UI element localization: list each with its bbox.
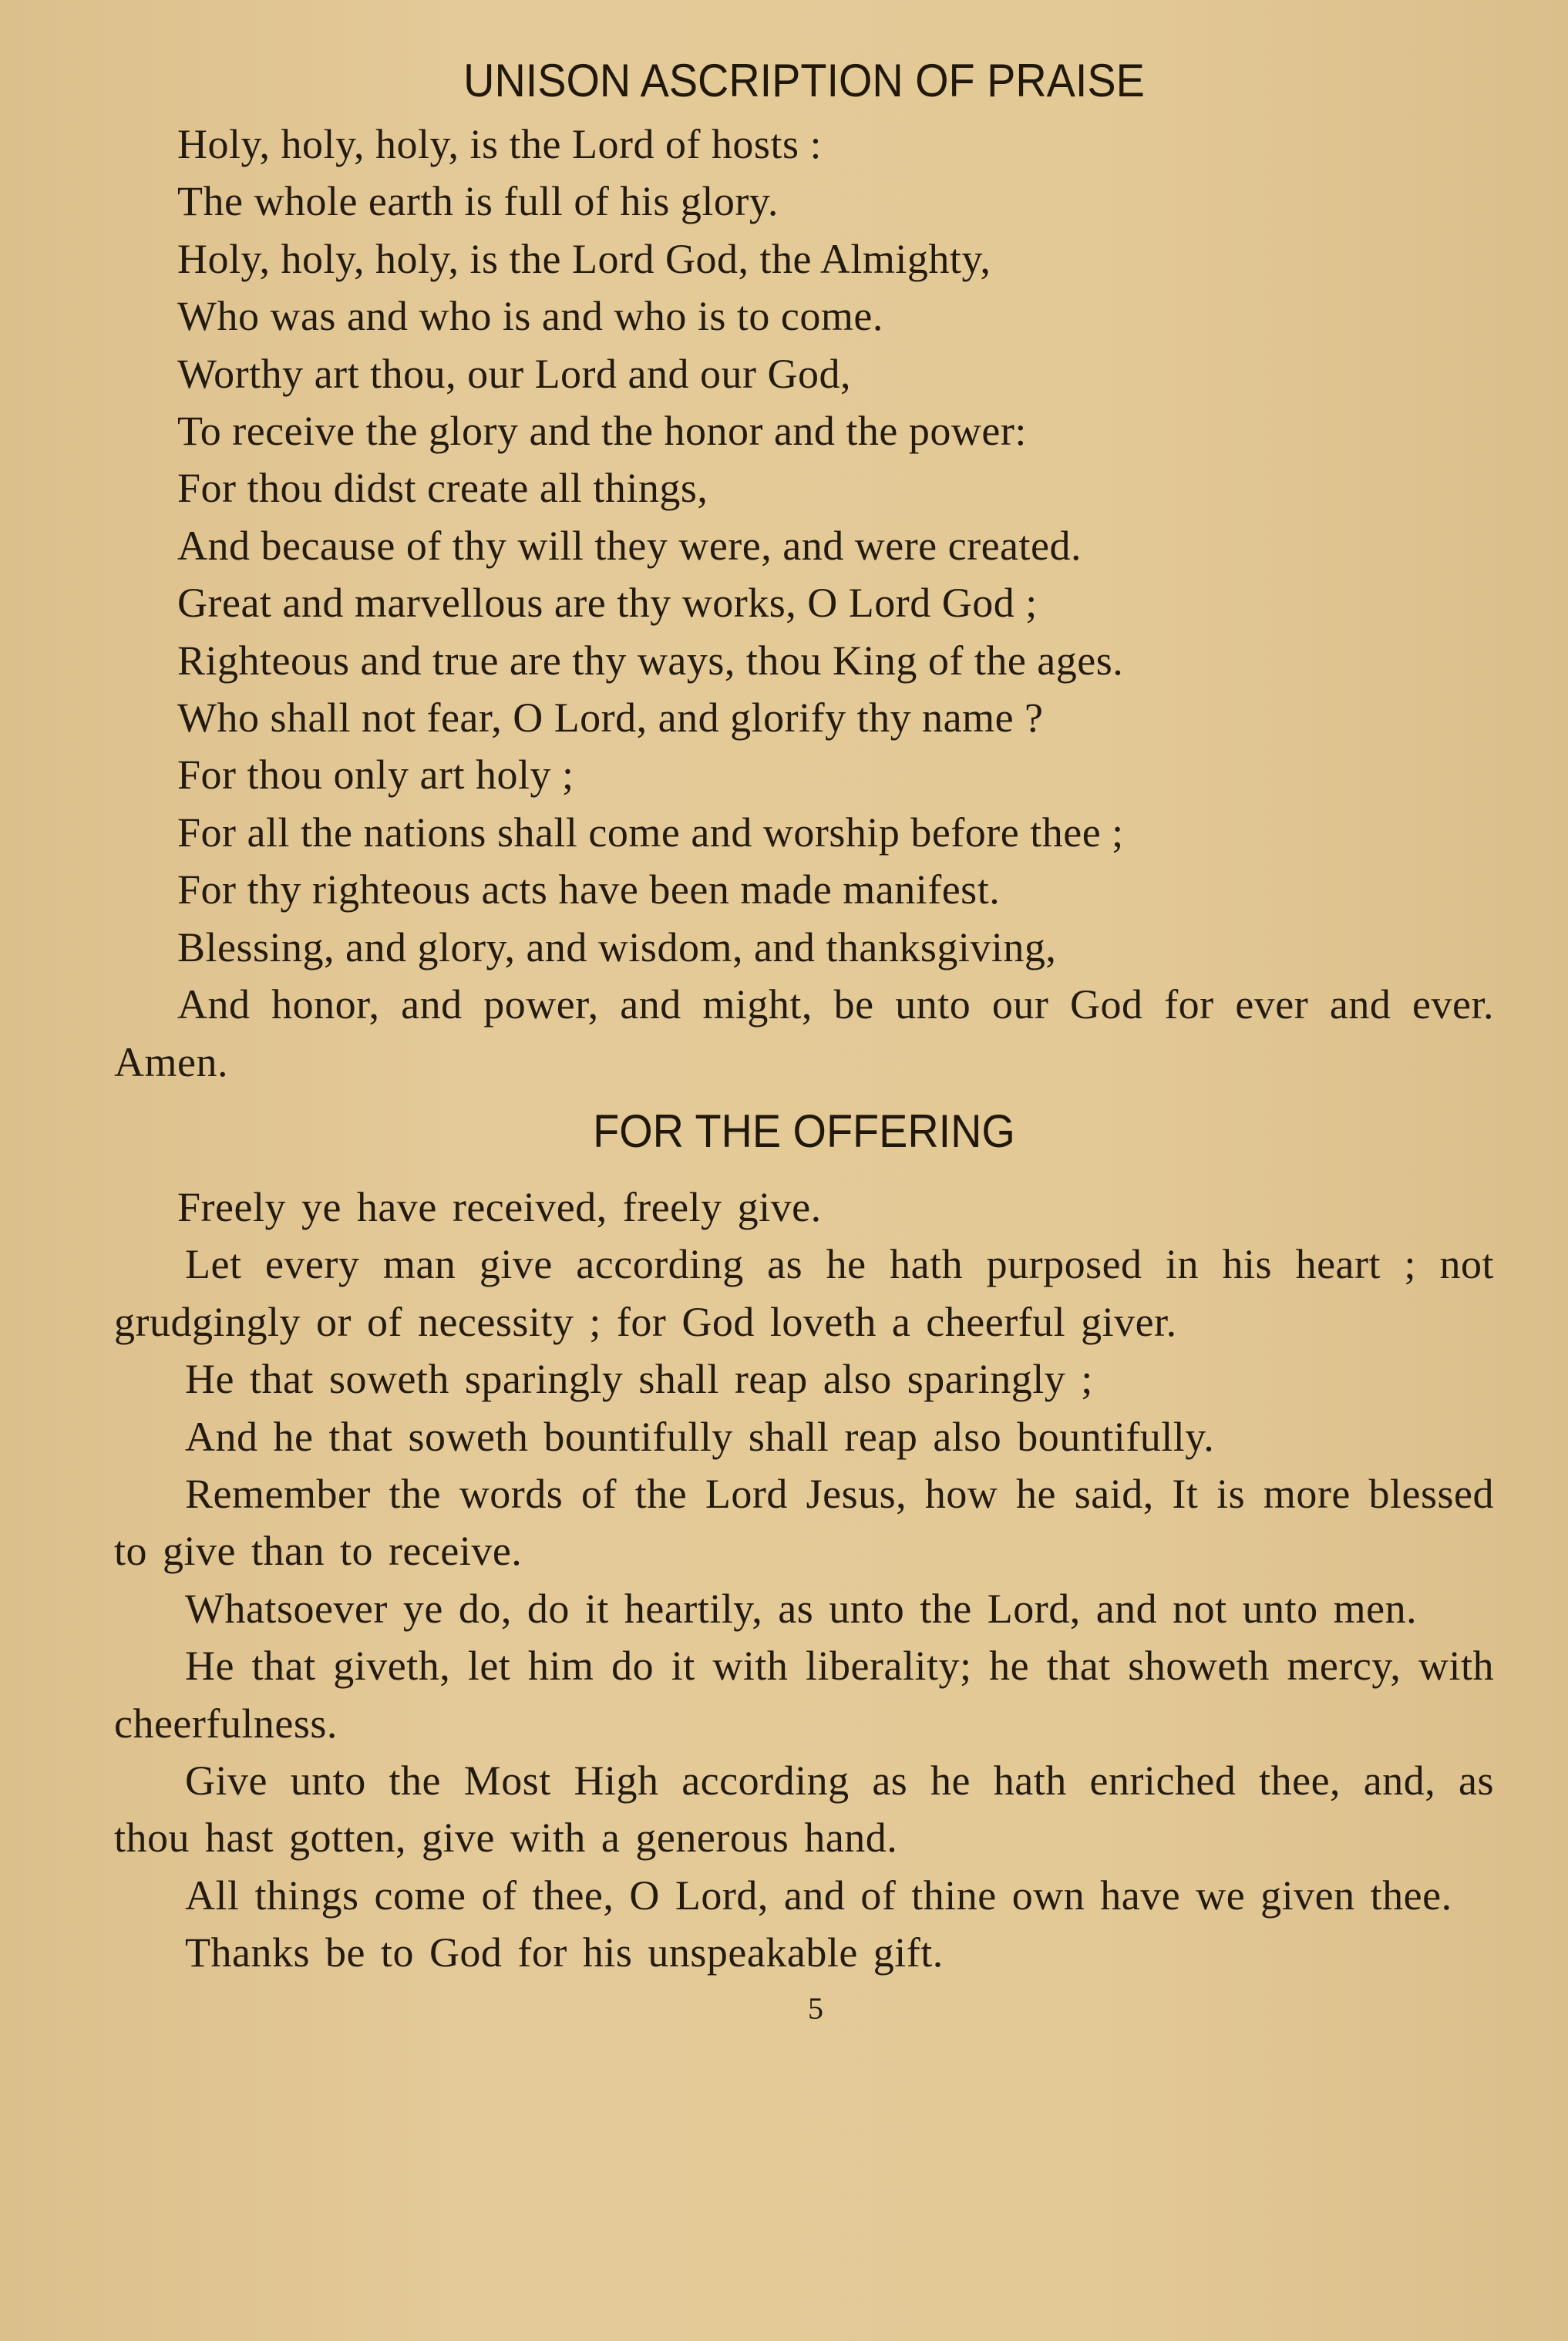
verse-line: Worthy art thou, our Lord and our God, [177, 350, 851, 397]
offering-paragraph: Let every man give according as he hath purposed in his heart ; not grudgingly or of necessity ; for God loveth a cheerful giver. [114, 1241, 1494, 1345]
verse-line: Blessing, and glory, and wisdom, and thanksgiving, [177, 923, 1057, 970]
verse-line: For all the nations shall come and worship before thee ; [177, 809, 1124, 856]
verse-line: Great and marvellous are thy works, O Lord God ; [177, 580, 1038, 627]
offering-paragraph: All things come of thee, O Lord, and of thine own have we given thee. [185, 1872, 1452, 1919]
offering-paragraph: And he that soweth bountifully shall reap also bountifully. [185, 1413, 1215, 1460]
verse-line: To receive the glory and the honor and the power: [177, 408, 1027, 455]
book-page [114, 46, 1494, 2028]
offering-paragraph: He that giveth, let him do it with liberality; he that showeth mercy, with cheerfulness. [114, 1643, 1494, 1747]
offering-sentences [114, 1179, 1494, 1982]
verse-line: Who shall not fear, O Lord, and glorify thy name ? [177, 695, 1044, 742]
page-number: 5 [808, 1990, 823, 2026]
ascription-verse [114, 116, 1494, 976]
ascription-closing-paragraph: And honor, and power, and might, be unto our God for ever and ever. Amen. [114, 981, 1494, 1085]
section-title-ascription: UNISON ASCRIPTION OF PRAISE [463, 55, 1145, 106]
section-title-offering: FOR THE OFFERING [593, 1105, 1015, 1157]
offering-paragraph: Remember the words of the Lord Jesus, how he said, It is more blessed to give than to receive. [114, 1470, 1494, 1575]
verse-line: For thou didst create all things, [177, 465, 708, 512]
verse-line: Holy, holy, holy, is the Lord of hosts : [177, 121, 822, 167]
offering-paragraph: He that soweth sparingly shall reap also sparingly ; [185, 1356, 1093, 1403]
verse-line: For thy righteous acts have been made manifest. [177, 866, 1001, 913]
verse-line: Who was and who is and who is to come. [177, 293, 883, 340]
verse-line: The whole earth is full of his glory. [177, 178, 779, 225]
verse-line: Holy, holy, holy, is the Lord God, the Almighty, [177, 235, 991, 282]
offering-paragraph: Give unto the Most High according as he hath enriched thee, and, as thou hast gotten, give with a generous hand. [114, 1757, 1494, 1862]
verse-line: And because of thy will they were, and were created. [177, 522, 1082, 569]
offering-paragraph: Freely ye have received, freely give. [177, 1183, 822, 1230]
verse-line: Righteous and true are thy ways, thou King of the ages. [177, 637, 1124, 684]
offering-paragraph: Thanks be to God for his unspeakable gift. [185, 1929, 944, 1976]
offering-paragraph: Whatsoever ye do, do it heartily, as unto the Lord, and not unto men. [185, 1585, 1418, 1632]
verse-line: For thou only art holy ; [177, 752, 574, 799]
